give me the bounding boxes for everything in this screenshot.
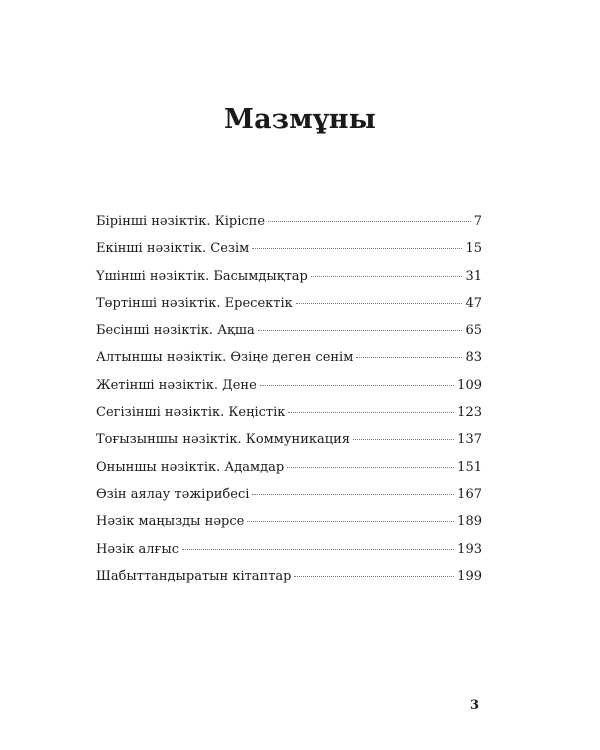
toc-entry-label: Оныншы нәзіктік. Адамдар: [96, 459, 285, 475]
toc-entry-2[interactable]: [96, 241, 482, 268]
toc-entry-page: 193: [457, 541, 482, 557]
toc-entry-14[interactable]: [96, 569, 482, 596]
toc-entry-page: 137: [457, 432, 482, 448]
toc-entry-label: Сегізінші нәзіктік. Кеңістік: [96, 405, 286, 421]
toc-entry-label: Нәзік маңызды нәрсе: [96, 514, 245, 530]
dot-leader: [294, 576, 454, 577]
toc-entry-page: 65: [465, 323, 482, 339]
toc-entry-label: Алтыншы нәзіктік. Өзіңе деген сенім: [96, 350, 354, 366]
dot-leader: [260, 385, 454, 386]
toc-entry-label: Бесінші нәзіктік. Ақша: [96, 323, 255, 339]
toc-entry-3[interactable]: [96, 269, 482, 296]
toc-entry-label: Бірінші нәзіктік. Кіріспе: [96, 214, 266, 229]
toc-entry-page: 123: [457, 405, 482, 421]
toc-entry-label: Нәзік алғыс: [96, 541, 179, 557]
toc-entry-8[interactable]: [96, 405, 482, 432]
toc-entry-12[interactable]: [96, 514, 482, 541]
toc-entry-label: Шабыттандыратын кітаптар: [96, 568, 292, 584]
toc-entry-6[interactable]: [96, 350, 482, 377]
toc-entry-page: 47: [465, 295, 482, 311]
dot-leader: [356, 357, 462, 358]
toc-entry-page: 7: [473, 214, 482, 229]
toc-entry-13[interactable]: [96, 542, 482, 569]
dot-leader: [311, 276, 463, 277]
toc-entry-label: Екінші нәзіктік. Сезім: [96, 241, 250, 257]
toc-entry-label: Төртінші нәзіктік. Ересектік: [96, 295, 293, 311]
dot-leader: [296, 303, 463, 304]
dot-leader: [247, 521, 454, 522]
toc-entry-5[interactable]: [96, 323, 482, 350]
toc-entry-page: 15: [465, 241, 482, 257]
toc-entry-label: Үшінші нәзіктік. Басымдықтар: [96, 268, 308, 284]
dot-leader: [268, 221, 471, 222]
toc-entry-label: Өзін аялау тәжірибесі: [96, 486, 250, 502]
toc-entry-page: 199: [457, 568, 482, 584]
dot-leader: [258, 330, 463, 331]
toc-entry-page: 189: [457, 514, 482, 530]
toc-entry-page: 31: [465, 268, 482, 284]
dot-leader: [252, 494, 454, 495]
toc-entry-7[interactable]: [96, 378, 482, 405]
page-title: Мазмұны: [224, 104, 376, 135]
dot-leader: [252, 248, 462, 249]
toc-entry-10[interactable]: [96, 460, 482, 487]
toc-entry-1[interactable]: [96, 214, 482, 241]
dot-leader: [287, 467, 454, 468]
dot-leader: [288, 412, 454, 413]
toc-entry-page: 151: [457, 459, 482, 475]
toc-entry-page: 167: [457, 486, 482, 502]
toc-entry-4[interactable]: [96, 296, 482, 323]
page-number: 3: [470, 698, 480, 713]
toc-entry-label: Жетінші нәзіктік. Дене: [96, 377, 257, 393]
dot-leader: [182, 549, 454, 550]
toc-entry-label: Тоғызыншы нәзіктік. Коммуникация: [96, 432, 350, 448]
toc-entry-9[interactable]: [96, 432, 482, 459]
table-of-contents: [96, 214, 482, 596]
toc-entry-page: 109: [457, 377, 482, 393]
dot-leader: [353, 439, 454, 440]
toc-entry-11[interactable]: [96, 487, 482, 514]
toc-entry-page: 83: [465, 350, 482, 366]
